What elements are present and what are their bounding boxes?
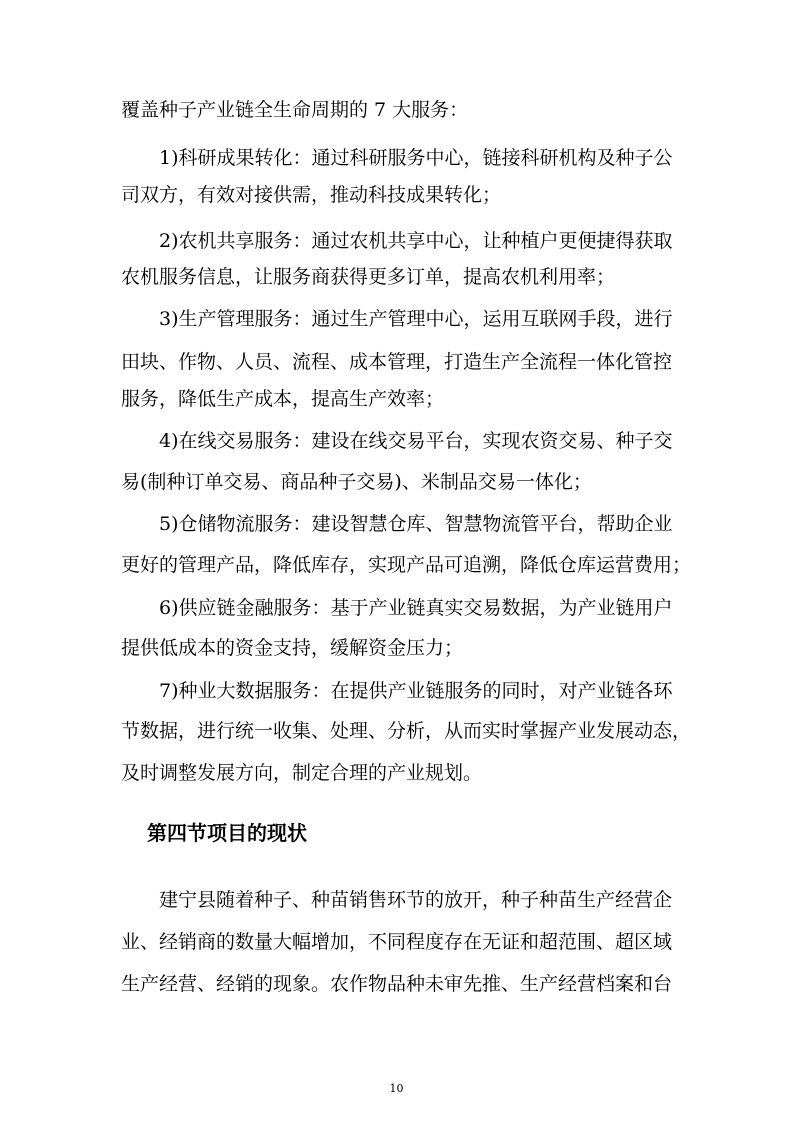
service-7-line-3: 及时调整发展方向，制定合理的产业规划。 [121, 762, 483, 784]
service-5-line-1: 5)仓储物流服务：建设智慧仓库、智慧物流管平台，帮助企业 [159, 513, 673, 535]
service-2-line-2: 农机服务信息，让服务商获得更多订单，提高农机利用率； [121, 266, 616, 288]
service-1-line-2: 司双方，有效对接供需，推动科技成果转化； [121, 184, 502, 206]
service-3-line-3: 服务，降低生产成本，提高生产效率； [121, 388, 445, 410]
service-4-line-2: 易(制种订单交易、商品种子交易)、米制品交易一体化； [121, 471, 592, 493]
service-2-line-1: 2)农机共享服务：通过农机共享中心，让种植户更便捷得获取 [159, 230, 673, 252]
service-5-line-2: 更好的管理产品，降低库存，实现产品可追溯，降低仓库运营费用； [121, 554, 692, 576]
section-heading: 第四节项目的现状 [147, 821, 307, 845]
paragraph-line-1: 建宁县随着种子、种苗销售环节的放开，种子种苗生产经营企 [159, 889, 673, 911]
service-7-line-1: 7)种业大数据服务：在提供产业链服务的同时，对产业链各环 [159, 680, 673, 702]
intro-line: 覆盖种子产业链全生命周期的 7 大服务： [121, 99, 469, 121]
page-number: 10 [389, 1082, 404, 1095]
service-6-line-1: 6)供应链金融服务：基于产业链真实交易数据，为产业链用户 [159, 597, 673, 619]
service-3-line-2: 田块、作物、人员、流程、成本管理，打造生产全流程一体化管控 [121, 351, 673, 373]
paragraph-line-3: 生产经营、经销的现象。农作物品种未审先推、生产经营档案和台 [121, 973, 673, 995]
service-7-line-2: 节数据，进行统一收集、处理、分析，从而实时掌握产业发展动态， [121, 720, 692, 742]
service-6-line-2: 提供低成本的资金支持，缓解资金压力； [121, 637, 464, 659]
paragraph-line-2: 业、经销商的数量大幅增加，不同程度存在无证和超范围、超区域 [121, 931, 673, 953]
service-1-line-1: 1)科研成果转化：通过科研服务中心，链接科研机构及种子公 [159, 147, 673, 169]
service-4-line-1: 4)在线交易服务：建设在线交易平台，实现农资交易、种子交 [159, 430, 673, 452]
service-3-line-1: 3)生产管理服务：通过生产管理中心，运用互联网手段，进行 [159, 308, 673, 330]
